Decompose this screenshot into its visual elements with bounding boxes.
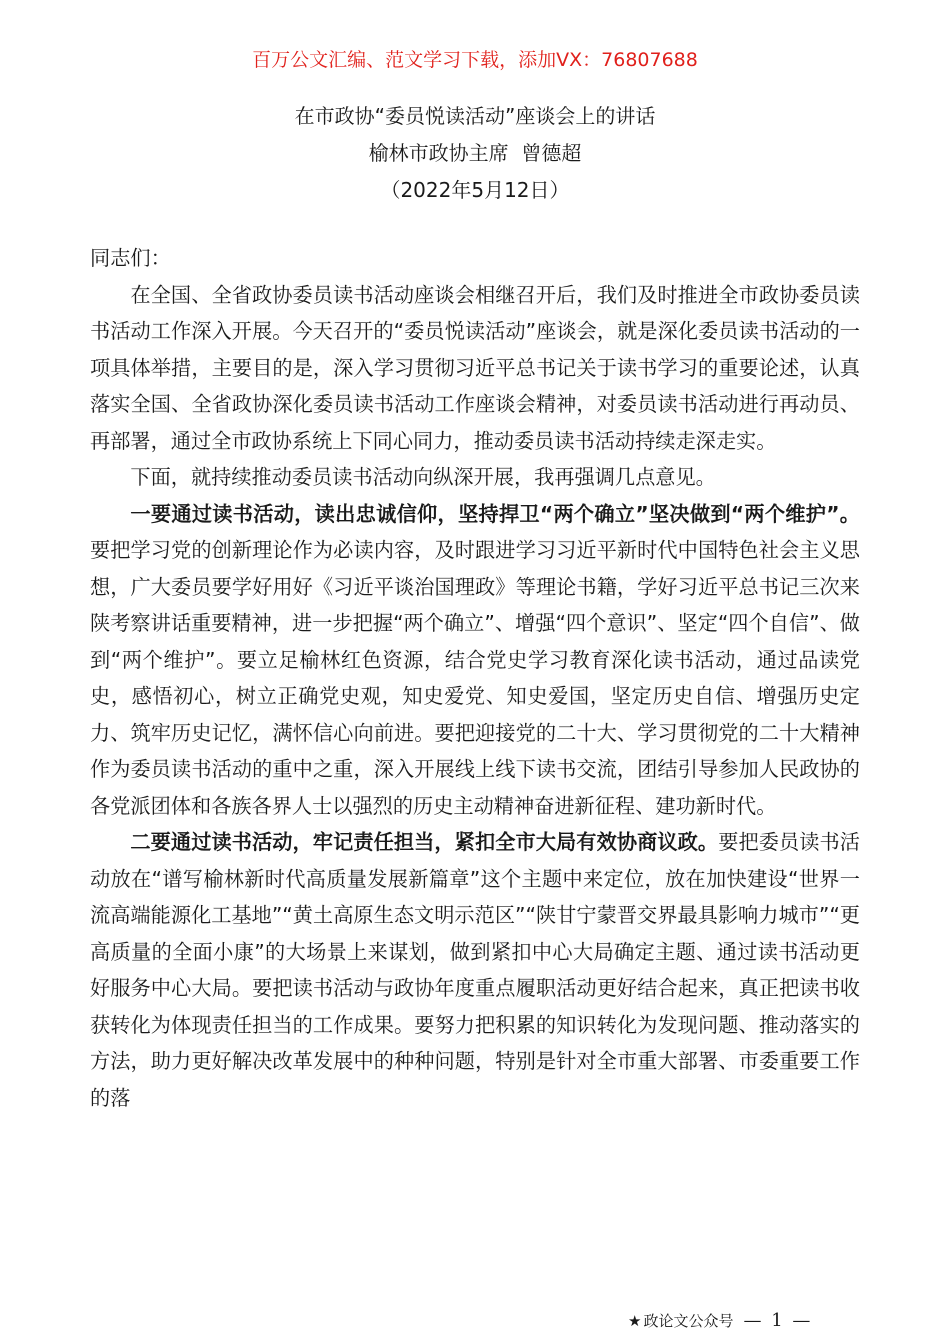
paragraph-1-text: 在全国、全省政协委员读书活动座谈会相继召开后，我们及时推进全市政协委员读书活动工作深入开展。今天召开的“委员悦读活动”座谈会，就是深化委员读书活动的一项具体举措，主要目的是，深入学习贯彻习近平总书记关于读书学习的重要论述，认真落实全国、全省政协深化委员读书活动工作座谈会精神，对委员读书活动进行再动员、再部署，通过全市政协系统上下同心同力，推动委员读书活动持续走深走实。 (90, 282, 860, 453)
page-footer (628, 1310, 868, 1332)
paragraph-3-text: 要把学习党的创新理论作为必读内容，及时跟进学习习近平新时代中国特色社会主义思想，广大委员要学好用好《习近平谈治国理政》等理论书籍，学好习近平总书记三次来陕考察讲话重要精神，进一步把握“两个确立”、增强“四个意识”、坚定“四个自信”、做到“两个维护”。要立足榆林红色资源，结合党史学习教育深化读书活动，通过品读党史，感悟初心，树立正确党史观，知史爱党、知史爱国，坚定历史自信、增强历史定力、筑牢历史记忆，满怀信心向前进。要把迎接党的二十大、学习贯彻党的二十大精神作为委员读书活动的重中之重，深入开展线上线下读书交流，团结引导参加人民政协的各党派团体和各族各界人士以强烈的历史主动精神奋进新征程、建功新时代。 (90, 538, 860, 818)
salutation: 同志们： (90, 246, 171, 270)
document-header (0, 98, 950, 209)
paragraph-4-text: 要把委员读书活动放在“谱写榆林新时代高质量发展新篇章”这个主题中来定位，放在加快建设“世界一流高端能源化工基地”“黄土高原生态文明示范区”“陕甘宁蒙晋交界最具影响力城市”“更高质量的全面小康”的大场景上来谋划，做到紧扣中心大局确定主题、通过读书活动更好服务中心大局。要把读书活动与政协年度重点履职活动更好结合起来，真正把读书收获转化为体现责任担当的工作成果。要努力把积累的知识转化为发现问题、推动落实的方法，助力更好解决改革发展中的种种问题，特别是针对全市重大部署、市委重要工作的落 (90, 830, 860, 1110)
paragraph-4-lead: 二要通过读书活动，牢记责任担当，紧扣全市大局有效协商议政。 (130, 830, 719, 854)
paragraph-2 (90, 459, 860, 496)
paragraph-1 (90, 277, 860, 460)
paragraph-3 (90, 496, 860, 825)
document-title: 在市政协“委员悦读活动”座谈会上的讲话 (294, 104, 656, 128)
paragraph-4 (90, 824, 860, 1116)
footer-source: 政论文公众号 (643, 1312, 734, 1330)
document-date: （2022年5月12日） (380, 178, 570, 202)
star-icon: ★ (628, 1312, 642, 1330)
page-number: — 1 — (743, 1310, 813, 1331)
paragraph-3-lead: 一要通过读书活动，读出忠诚信仰，坚持捍卫“两个确立”坚决做到“两个维护”。 (130, 501, 860, 526)
paragraph-2-text: 下面，就持续推动委员读书活动向纵深开展，我再强调几点意见。 (130, 465, 716, 489)
document-body (90, 240, 860, 1116)
promo-banner: 百万公文汇编、范文学习下载，添加VX：76807688 (252, 49, 698, 71)
document-author: 榆林市政协主席 曾德超 (368, 141, 582, 165)
